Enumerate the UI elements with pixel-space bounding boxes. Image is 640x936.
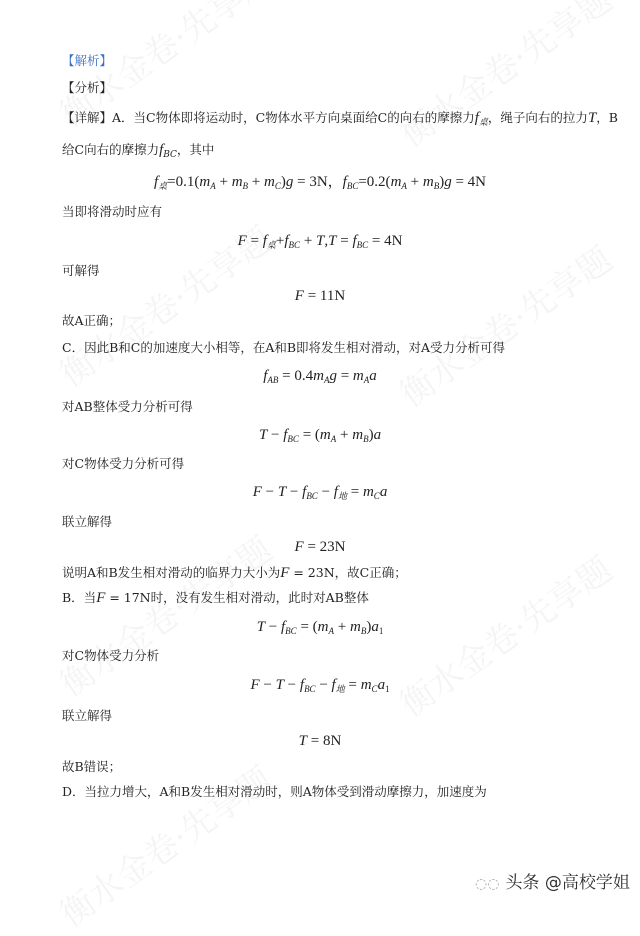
math-variable — [232, 174, 248, 190]
variable-symbol: T — [275, 677, 284, 693]
variable-symbol: F — [294, 288, 304, 304]
text-run: − — [283, 677, 300, 693]
text-run: = — [344, 677, 361, 693]
math-variable — [276, 677, 284, 693]
paragraph — [62, 648, 159, 664]
text-run: − — [267, 427, 284, 443]
paragraph — [62, 142, 214, 163]
text-run: 故B错误； — [62, 759, 122, 774]
math-variable — [329, 368, 337, 384]
text-run: 故A正确； — [62, 313, 122, 328]
math-variable — [283, 427, 299, 443]
text-run: 【详解】A．当C物体即将运动时，C物体水平方向桌面给C的向右的摩擦力 — [62, 110, 475, 125]
variable-symbol: T — [298, 733, 308, 749]
text-run: 对AB整体受力分析可得 — [62, 399, 193, 414]
math-variable — [280, 565, 289, 580]
math-variable — [353, 368, 369, 384]
paragraph — [62, 263, 100, 279]
text-run: = 0.4 — [278, 368, 314, 384]
text-run: ) — [280, 174, 286, 190]
math-variable — [361, 677, 378, 693]
text-run: + — [275, 233, 285, 249]
text-run: ) — [368, 427, 374, 443]
equation — [0, 174, 640, 194]
text-run: = — [336, 233, 353, 249]
math-variable — [352, 233, 368, 249]
variable-subscript: BC — [287, 434, 299, 444]
text-run: = 4N — [368, 233, 403, 249]
text-run: 对C物体受力分析 — [62, 648, 160, 663]
variable-subscript: 地 — [335, 684, 345, 694]
variable-symbol: m — [422, 174, 434, 190]
text-run: = — [246, 233, 263, 249]
math-variable — [263, 233, 276, 249]
variable-symbol: a — [377, 677, 386, 693]
text-run: = — [336, 368, 353, 384]
variable-symbol: f — [352, 233, 357, 249]
text-run: ) — [439, 174, 445, 190]
text-run: = ( — [298, 427, 320, 443]
math-variable — [257, 619, 265, 635]
text-run: − — [259, 677, 276, 693]
variable-subscript: 1 — [385, 684, 390, 694]
variable-subscript: BC — [285, 626, 297, 636]
variable-subscript: BC — [163, 150, 177, 160]
variable-symbol: m — [352, 368, 364, 384]
math-variable — [332, 677, 345, 693]
text-run: 【分析】 — [62, 80, 113, 95]
text-run: + — [248, 174, 264, 190]
math-variable — [369, 368, 377, 384]
math-variable — [380, 484, 388, 500]
text-run: = 23N，故C正确； — [289, 565, 407, 580]
math-variable — [281, 619, 297, 635]
variable-subscript: B — [360, 626, 367, 636]
math-variable — [474, 110, 488, 128]
variable-symbol: f — [299, 677, 305, 693]
text-run: = 11N — [303, 288, 346, 304]
paragraph — [62, 514, 112, 530]
math-variable — [278, 484, 286, 500]
variable-symbol: m — [390, 174, 402, 190]
text-run: ) — [366, 619, 372, 635]
variable-subscript: A — [323, 375, 330, 385]
equation — [0, 288, 640, 304]
paragraph — [62, 784, 487, 800]
variable-subscript: C — [274, 181, 281, 191]
variable-subscript: 地 — [337, 491, 347, 501]
math-variable — [391, 174, 407, 190]
text-run: − — [315, 677, 332, 693]
variable-subscript: BC — [346, 181, 359, 191]
paragraph — [62, 759, 121, 775]
text-run: 对C物体受力分析可得 — [62, 456, 185, 471]
text-run: 说明A和B发生相对滑动的临界力大小为 — [62, 565, 281, 580]
variable-subscript: BC — [356, 240, 369, 250]
variable-symbol: T — [328, 233, 337, 249]
math-variable — [238, 233, 247, 249]
math-variable — [444, 174, 452, 190]
variable-symbol: a — [369, 368, 377, 384]
text-run: ，B — [596, 110, 618, 125]
math-variable — [299, 733, 307, 749]
text-run: , — [324, 233, 329, 249]
variable-symbol: g — [329, 368, 337, 384]
equation — [0, 677, 640, 697]
text-run: + — [215, 174, 232, 190]
paragraph — [62, 399, 193, 415]
text-run: ，绳子向右的拉力 — [487, 110, 588, 125]
variable-symbol: m — [199, 174, 211, 190]
watermark — [388, 233, 620, 416]
variable-symbol: f — [342, 174, 347, 190]
math-variable — [199, 174, 215, 190]
text-run: 联立解得 — [62, 514, 113, 529]
math-variable — [295, 539, 304, 555]
variable-symbol: m — [264, 174, 275, 190]
variable-subscript: A — [363, 375, 370, 385]
paragraph — [62, 340, 505, 356]
variable-symbol: F — [252, 484, 262, 500]
paragraph — [62, 708, 112, 724]
text-run: = 3N， — [293, 174, 343, 190]
variable-symbol: F — [294, 539, 304, 555]
variable-symbol: f — [283, 427, 288, 443]
variable-symbol: m — [313, 368, 324, 384]
math-variable — [318, 619, 334, 635]
text-run: ，其中 — [176, 142, 215, 157]
footer-attribution — [475, 868, 630, 893]
math-variable — [343, 174, 359, 190]
paragraph — [62, 565, 407, 581]
math-variable — [159, 142, 177, 160]
variable-symbol: F — [237, 233, 247, 249]
text-run: C．因此B和C的加速度大小相等，在A和B即将发生相对滑动，对A受力分析可得 — [62, 340, 506, 355]
variable-symbol: m — [317, 619, 329, 635]
section-heading-analysis — [62, 53, 112, 69]
variable-symbol: g — [444, 174, 452, 190]
paragraph — [62, 204, 162, 220]
variable-symbol: T — [258, 427, 268, 443]
wechat-icon: ◌◌ — [475, 876, 500, 892]
variable-symbol: f — [474, 110, 479, 126]
variable-subscript: 桌 — [478, 118, 488, 128]
watermark — [48, 753, 280, 936]
text-run: = ( — [296, 619, 318, 635]
variable-subscript: A — [328, 626, 334, 636]
math-variable — [374, 427, 382, 443]
text-run: = 17N时，没有发生相对滑动，此时对AB整体 — [105, 590, 369, 605]
variable-symbol: f — [331, 677, 336, 693]
text-run: D．当拉力增大，A和B发生相对滑动时，则A物体受到滑动摩擦力，加速度为 — [62, 784, 487, 799]
math-variable — [302, 484, 318, 500]
math-variable — [284, 233, 300, 249]
text-run: 联立解得 — [62, 708, 113, 723]
math-variable — [378, 677, 390, 693]
math-variable — [300, 677, 316, 693]
variable-subscript: BC — [306, 491, 318, 501]
variable-subscript: B — [363, 434, 369, 444]
text-run: + — [300, 233, 317, 249]
equation — [0, 539, 640, 555]
math-variable — [423, 174, 439, 190]
paragraph — [62, 110, 618, 131]
variable-subscript: C — [371, 684, 378, 694]
math-variable — [263, 368, 278, 384]
equation — [0, 619, 640, 639]
variable-subscript: A — [210, 181, 216, 191]
variable-subscript: B — [433, 181, 440, 191]
text-run: − — [317, 484, 334, 500]
variable-subscript: A — [401, 181, 407, 191]
variable-symbol: m — [349, 619, 361, 635]
variable-subscript: A — [330, 434, 337, 444]
math-variable — [371, 619, 383, 635]
math-variable — [96, 590, 105, 605]
watermark — [388, 0, 620, 156]
variable-subscript: C — [373, 491, 380, 501]
variable-symbol: m — [360, 677, 372, 693]
variable-symbol: f — [263, 368, 268, 384]
math-variable — [250, 677, 259, 693]
paragraph — [62, 590, 369, 606]
math-variable — [313, 368, 329, 384]
variable-symbol: f — [159, 142, 164, 158]
text-run: 当即将滑动时应有 — [62, 204, 163, 219]
variable-subscript: AB — [267, 375, 279, 385]
variable-subscript: BC — [304, 684, 316, 694]
variable-symbol: g — [285, 174, 294, 190]
text-run: = 4N — [451, 174, 487, 190]
variable-symbol: T — [277, 484, 287, 500]
text-run: 可解得 — [62, 263, 100, 278]
equation — [0, 368, 640, 388]
variable-symbol: f — [284, 233, 289, 249]
variable-symbol: f — [281, 619, 286, 635]
variable-symbol: f — [302, 484, 307, 500]
variable-symbol: F — [280, 565, 290, 581]
variable-symbol: T — [316, 233, 325, 249]
paragraph — [62, 456, 184, 472]
math-variable — [253, 484, 262, 500]
equation — [0, 733, 640, 749]
variable-symbol: F — [96, 590, 106, 606]
equation — [0, 427, 640, 447]
variable-symbol: f — [153, 174, 159, 190]
variable-symbol: m — [362, 484, 374, 500]
math-variable — [350, 619, 366, 635]
math-variable — [352, 427, 368, 443]
equation — [0, 484, 640, 504]
text-run: =0.1( — [167, 174, 200, 190]
math-variable — [334, 484, 347, 500]
variable-subscript: BC — [288, 240, 301, 250]
math-variable — [154, 174, 167, 190]
paragraph — [62, 313, 121, 329]
math-variable — [264, 174, 281, 190]
variable-symbol: a — [373, 427, 382, 443]
text-run: + — [406, 174, 423, 190]
math-variable — [320, 427, 336, 443]
variable-symbol: f — [262, 233, 267, 249]
variable-symbol: m — [352, 427, 364, 443]
text-run: = 8N — [307, 733, 342, 749]
variable-subscript: 桌 — [266, 240, 276, 250]
variable-subscript: B — [242, 181, 249, 191]
math-variable — [295, 288, 304, 304]
variable-symbol: F — [250, 677, 260, 693]
variable-symbol: a — [379, 484, 388, 500]
text-run: = 23N — [303, 539, 346, 555]
text-run: + — [334, 619, 350, 635]
footer-text: 头条 @高校学姐 — [505, 873, 630, 893]
math-variable — [363, 484, 380, 500]
variable-symbol: m — [319, 427, 331, 443]
text-run: =0.2( — [358, 174, 391, 190]
variable-symbol: m — [231, 174, 243, 190]
text-run: = — [346, 484, 363, 500]
text-run: 给C向右的摩擦力 — [62, 142, 160, 157]
text-run: 【解析】 — [62, 53, 113, 68]
variable-symbol: T — [256, 619, 266, 635]
text-run: − — [265, 619, 281, 635]
variable-subscript: 桌 — [158, 181, 168, 191]
section-heading-fenxi — [62, 80, 112, 96]
variable-symbol: T — [587, 110, 597, 126]
equation — [0, 233, 640, 253]
text-run: B．当 — [62, 590, 97, 605]
text-run: − — [261, 484, 278, 500]
variable-symbol: a — [371, 619, 379, 635]
text-run: + — [336, 427, 353, 443]
variable-subscript: 1 — [378, 626, 384, 636]
text-run: − — [286, 484, 303, 500]
variable-symbol: f — [333, 484, 338, 500]
